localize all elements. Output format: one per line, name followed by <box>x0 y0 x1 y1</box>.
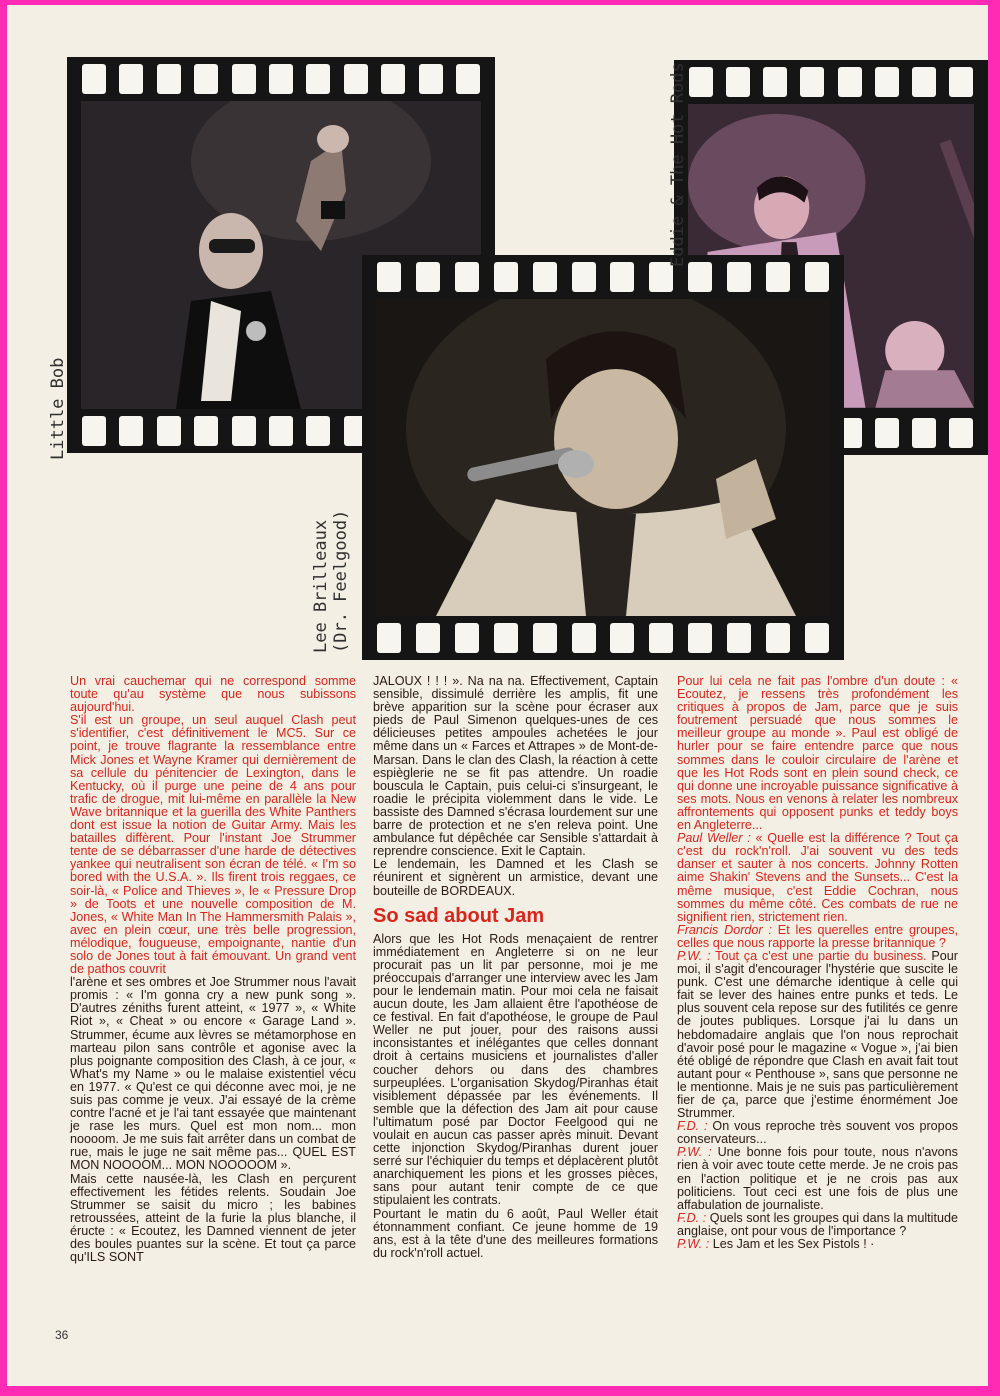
sprocket-holes <box>674 67 988 97</box>
question-text: Quels sont les groupes qui dans la multitude anglaise, ont pour vous de l'importance ? <box>677 1210 958 1238</box>
paragraph: S'il est un groupe, un seul auquel Clash peut s'identifier, c'est définitivement le MC5. Sur ce point, je trouve flagrante la ressemblance entre Mick Jones et Wayne Kramer qui dernièrement de sa cellule du pénitencier de Lexington, dans le Kentucky, où il purge une peine de 4 ans pour trafic de drogue, mit lui-même en parallèle la New Wave britannique et la guerilla des White Panthers dont est issue la notion de Guitar Army. Mais les batailles diffèrent. Pour l'instant Joe Strummer tente de se débarrasser d'une harde de détectives yankee qui neutralisent son écran de télé. « I'm so bored with the U.S.A. ». Ils firent trois reggaes, ce soir-là, « Police and Thieves », le « Pressure Drop » de Toots et une nouvelle composition de M. Jones, « White Man In The Hammersmith Palais », avec en plein cœur, une très belle progression, mélodique, fougueuse, empoignante, nantie d'un solo de Jones tout à fait émouvant. Un grand vent de pathos couvrit <box>70 713 356 977</box>
speaker-label: P.W. : <box>677 1145 712 1160</box>
column-3 <box>677 675 958 1251</box>
column-2 <box>373 675 658 1260</box>
sprocket-holes <box>362 262 844 292</box>
paragraph: JALOUX ! ! ! ». Na na na. Effectivement, Captain sensible, dissimulé derrière les amplis, fit une brève apparition sur la scène pour écraser aux pieds de Paul Simenon quelques-unes de ces délicieuses petites ampoules achetées le jour même dans un « Farces et Attrapes » de Mont-de-Marsan. Dans le clan des Clash, la réaction à cette espièglerie ne se fit pas attendre. Un roadie bouscula le Captain, puis celui-ci s'insurgeant, le roadie le précipita violemment dans le vide. Le bassiste des Damned s'écrasa lourdement sur une barre de protection et ne s'en releva point. Une ambulance fut dépêchée car Sensible s'attardait à reprendre conscience. Exit le Captain. <box>373 674 658 859</box>
interview-question <box>677 1120 958 1146</box>
section-heading: So sad about Jam <box>373 904 545 927</box>
paragraph: Alors que les Hot Rods menaçaient de rentrer immédiatement en Angleterre si on ne leur procurait pas un lit par personne, moi je me préoccupais d'arranger une interview avec les Jam pour le lendemain matin. Pour moi cela ne faisait aucun doute, les Jam allaient être l'apothéose de ce festival. En fait d'apothéose, le groupe de Paul Weller ne put jouer, pour des raisons aussi inconsistantes et inélégantes que celles donnant droit à certains musiciens et journalistes d'aller coucher dehors ou dans des chambres surpeuplées. L'organisation Skydog/Piranhas était visiblement dépassée par les événements. Il semble que la défection des Jam ait pour cause l'ultimatum posé par Doctor Feelgood qui ne voulait en aucun cas passer après minuit. Devant cette injonction Skydog/Piranhas durent jouer serré sur l'échiquier du temps et déplacèrent plutôt anarchiquement les pions et les grosses pièces, sans pour autant tenir compte de ce que stipulaient les contrats. <box>373 931 658 1208</box>
paragraph: Pour lui cela ne fait pas l'ombre d'un doute : « Ecoutez, je ressens très profondément les critiques à propos de Jam, parce que je suis foutrement persuadé que nous sommes le meilleur groupe au monde ». Paul est obligé de hurler pour se faire entendre parce que nous sommes dans le couloir circulaire de l'arène et que les Hot Rods sont en plein sound check, ce qui donne une incroyable puissance significative à ses mots. Nous en venons à relater les nombreux affrontements qui opposent punks et teddy boys en Angleterre... <box>677 674 958 833</box>
question-text: On vous reproche très souvent vos propos conservateurs... <box>677 1119 958 1147</box>
interview-answer <box>677 1146 958 1211</box>
magazine-page <box>7 5 988 1386</box>
speaker-label: P.W. : <box>677 948 711 963</box>
interview-question <box>677 1212 958 1238</box>
paragraph: Le lendemain, les Damned et les Clash se réunirent et signèrent un armistice, devant une bouteille de BORDEAUX. <box>373 857 658 898</box>
interview-question <box>677 924 958 950</box>
paragraph: Un vrai cauchemar qui ne correspond somme toute qu'au système que nous subissons aujourd'hui. <box>70 674 356 715</box>
caption-dr-feelgood: (Dr. Feelgood) <box>331 509 351 653</box>
speaker-label: Paul Weller : <box>677 831 751 846</box>
answer-text: Pour moi, il s'agit d'encourager l'hystérie que suscite le punk. C'est une démarche identique à celle qui fait se lever des haines entre punks et teds. Le plus souvent cela repose sur des futilités ce genre de joutes publiques. Lorsque j'ai lu dans un hebdomadaire anglais que l'on nous reprochait d'avoir posé pour le magazine « Vogue », j'ai bien été obligé de répondre que Clash en avait fait tout autant pour « Penthouse », sans que personne ne le mentionne. Mais je ne suis pas particulièrement fier de ça, parce que j'estime énormément Joe Strummer. <box>677 948 958 1121</box>
caption-little-bob: Little Bob <box>48 357 68 460</box>
answer-text: Tout ça c'est une partie du business. <box>710 948 927 963</box>
caption-eddie-hot-rods: Eddie & The Hot Rods <box>668 62 688 267</box>
sprocket-holes <box>362 623 844 653</box>
speaker-label: P.W. : <box>677 1237 710 1252</box>
page-number: 36 <box>55 1328 69 1342</box>
interview-answer <box>677 1238 958 1251</box>
paragraph: Mais cette nausée-là, les Clash en perçurent effectivement les fétides relents. Soudain Joe Strummer se saisit du micro ; les babines retroussées, atteint de la furie la plus blanche, il éructe : « Ecoutez, les Damned viennent de jeter des boules puantes sur la scène. Et tout ça parce qu'ILS SONT <box>70 1171 356 1265</box>
sprocket-holes <box>67 64 495 94</box>
interview-answer <box>677 832 958 924</box>
answer-text: Les Jam et les Sex Pistols ! · <box>709 1237 875 1252</box>
column-1 <box>70 675 356 1264</box>
speaker-label: F.D. : <box>677 1210 707 1225</box>
paragraph: l'arène et ses ombres et Joe Strummer nous l'avait promis : « I'm gonna cry a new punk song ». D'autres zéniths furent atteint, « 1977 », « White Riot », « Cheat » ou encore « Garage Land ». Strummer, écume aux lèvres se métamorphose en marteau pilon sans contrôle et agonise avec la plus poignante composition des Clash, à ce jour, « What's my Name » ou le malaise existentiel vécu en 1977. « Qu'est ce qui déconne avec moi, je ne suis pas comme je veux. J'ai essayé de la crème contre l'acné et je l'ai tant essayée que maintenant je rase les murs. Quel est mon nom... mon noooom. Je me suis fait arrêter dans un combat de rue, mais le juge ne sait même pas... QUEL EST MON NOOOOM... MON NOOOOOM ». <box>70 975 356 1173</box>
question-text: Et les querelles entre groupes, celles que nous rapporte la presse britannique ? <box>677 922 958 950</box>
answer-text: « Quelle est la différence ? Tout ça c'est du rock'n'roll. J'ai souvent vu des teds danser et sauter à nos concerts. Johnny Rotten aime Shakin' Stevens and the Sunsets... C'est la même musique, c'est Eddie Cochran, nous sommes du même côté. Ces combats de rue ne signifient rien, strictement rien. <box>677 831 958 924</box>
interview-answer <box>677 950 958 1120</box>
speaker-label: F.D. : <box>677 1119 708 1134</box>
lee-brilleaux-photo <box>376 299 830 616</box>
caption-lee-brilleaux: Lee Brilleaux <box>311 519 331 653</box>
paragraph: Pourtant le matin du 6 août, Paul Weller était étonnamment confiant. Ce jeune homme de 19 ans, est à la tête d'une des meilleures formations du rock'n'roll actuel. <box>373 1206 658 1260</box>
speaker-label: Francis Dordor : <box>677 922 772 937</box>
film-strip-lee-brilleaux <box>362 255 844 660</box>
answer-text: Une bonne fois pour toute, nous n'avons rien à voir avec toute cette merde. Je ne crois pas en l'action politique et je ne crois pas aux politiciens. Tout ceci est une fois de plus une affabulation de journaliste. <box>677 1145 958 1212</box>
